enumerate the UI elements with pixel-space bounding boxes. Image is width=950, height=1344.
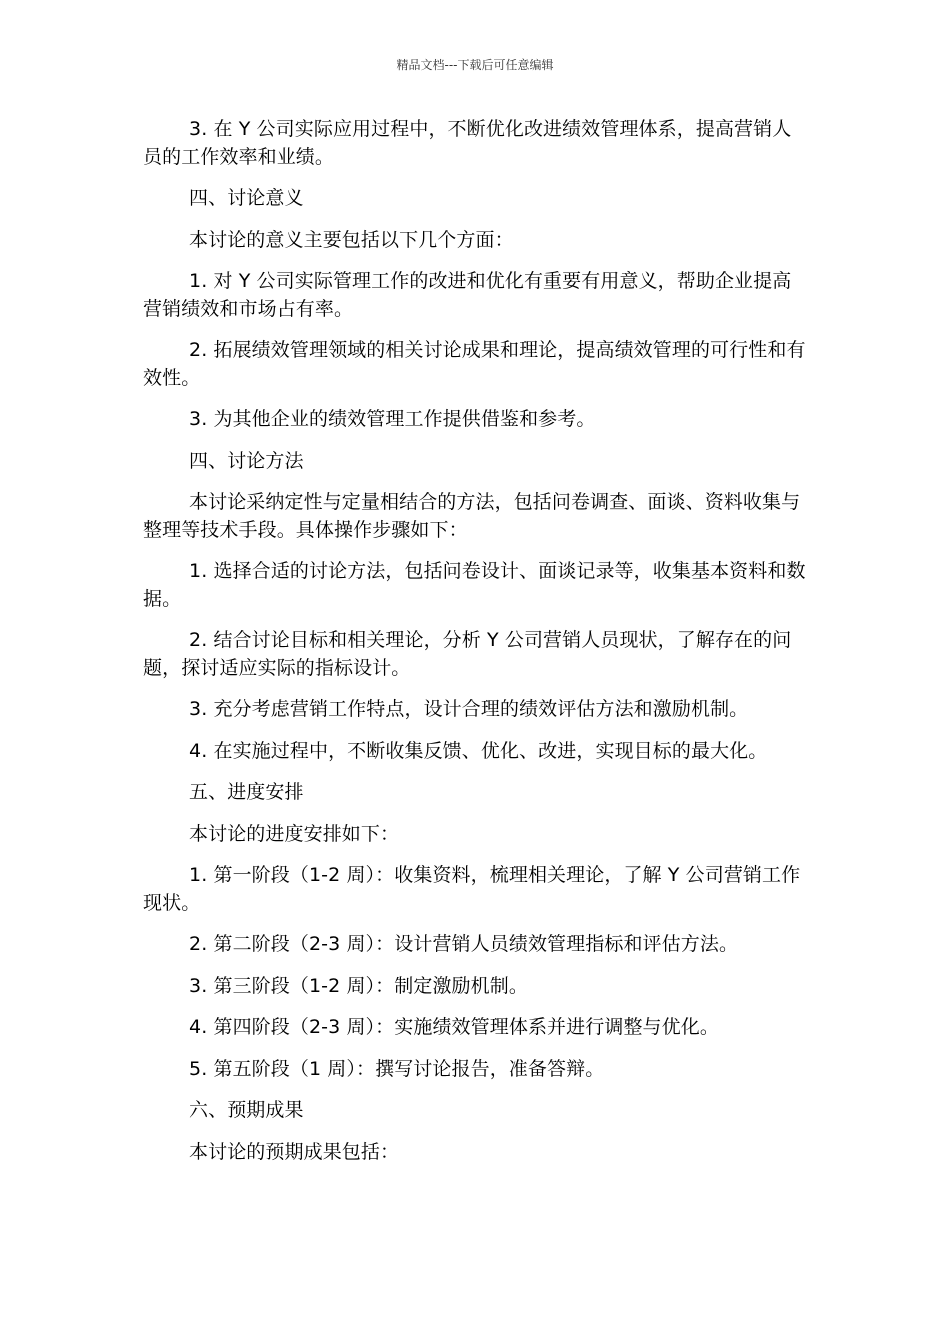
section-heading-expected-results: 六、预期成果 — [189, 1099, 304, 1121]
list-item-schedule-1: 1. 第一阶段（1-2 周）：收集资料，梳理相关理论，了解 Y 公司营销工作现状。 — [143, 864, 801, 914]
list-item-significance-3: 3. 为其他企业的绩效管理工作提供借鉴和参考。 — [189, 408, 596, 430]
list-item-schedule-3: 3. 第三阶段（1-2 周）：制定激励机制。 — [189, 974, 528, 997]
paragraph-schedule-intro: 本讨论的进度安排如下： — [189, 822, 400, 845]
list-item-significance-2: 2. 拓展绩效管理领域的相关讨论成果和理论，提高绩效管理的可行性和有效性。 — [143, 339, 806, 389]
list-item-schedule-2: 2. 第二阶段（2-3 周）：设计营销人员绩效管理指标和评估方法。 — [189, 933, 739, 955]
list-item-method-3: 3. 充分考虑营销工作特点，设计合理的绩效评估方法和激励机制。 — [189, 698, 749, 720]
paragraph-expected-results-intro: 本讨论的预期成果包括： — [189, 1140, 400, 1163]
section-heading-significance: 四、讨论意义 — [189, 187, 304, 209]
section-heading-schedule: 五、进度安排 — [189, 781, 304, 803]
paragraph-application-optimization: 3. 在 Y 公司实际应用过程中，不断优化改进绩效管理体系，提高营销人员的工作效率和业绩。 — [143, 118, 792, 168]
list-item-schedule-5: 5. 第五阶段（1 周）：撰写讨论报告，准备答辩。 — [189, 1057, 605, 1080]
document-body — [143, 116, 808, 1180]
list-item-method-1: 1. 选择合适的讨论方法，包括问卷设计、面谈记录等，收集基本资料和数据。 — [143, 560, 806, 610]
list-item-significance-1: 1. 对 Y 公司实际管理工作的改进和优化有重要有用意义，帮助企业提高营销绩效和市场占有率。 — [143, 270, 792, 320]
list-item-method-4: 4. 在实施过程中，不断收集反馈、优化、改进，实现目标的最大化。 — [189, 739, 768, 762]
list-item-schedule-4: 4. 第四阶段（2-3 周）：实施绩效管理体系并进行调整与优化。 — [189, 1016, 719, 1038]
page-header: 精品文档---下载后可任意编辑 — [396, 58, 554, 72]
paragraph-significance-intro: 本讨论的意义主要包括以下几个方面： — [189, 228, 514, 251]
section-heading-method: 四、讨论方法 — [189, 449, 304, 472]
paragraph-method-intro: 本讨论采纳定性与定量相结合的方法，包括问卷调查、面谈、资料收集与整理等技术手段。具体操作步骤如下： — [143, 491, 801, 541]
list-item-method-2: 2. 结合讨论目标和相关理论，分析 Y 公司营销人员现状，了解存在的问题，探讨适应实际的指标设计。 — [143, 629, 792, 679]
